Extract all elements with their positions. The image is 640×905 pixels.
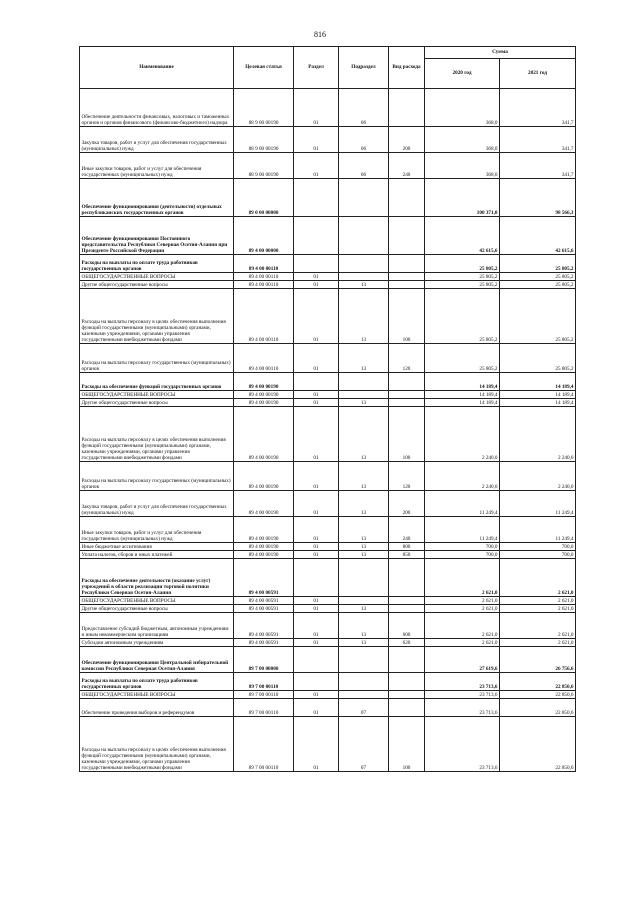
row-expense-type: 800 — [389, 543, 425, 551]
table-row — [80, 717, 576, 772]
row-expense-type: 600 — [389, 613, 425, 639]
row-expense-type: 120 — [389, 462, 425, 491]
row-expense-type — [389, 391, 425, 399]
row-expense-type — [389, 597, 425, 605]
table-row — [80, 517, 576, 543]
row-target-article: 89 4 00 00591 — [234, 597, 294, 605]
table-row — [80, 407, 576, 462]
row-name: ОБЩЕГОСУДАРСТВЕННЫЕ ВОПРОСЫ — [80, 691, 234, 699]
row-sum-2020: 100 371,0 — [425, 179, 500, 217]
row-section: 01 — [294, 273, 339, 281]
row-subsection: 13 — [339, 344, 389, 373]
row-sum-2020: 23 713,6 — [425, 673, 500, 691]
row-target-article: 88 9 00 00190 — [234, 89, 294, 127]
table-row — [80, 673, 576, 691]
row-section — [294, 673, 339, 691]
row-sum-2021: 11 249,4 — [500, 517, 576, 543]
row-target-article: 89 7 00 00000 — [234, 647, 294, 673]
row-expense-type — [389, 691, 425, 699]
row-section — [294, 647, 339, 673]
row-name: ОБЩЕГОСУДАРСТВЕННЫЕ ВОПРОСЫ — [80, 391, 234, 399]
row-expense-type — [389, 281, 425, 289]
table-row — [80, 179, 576, 217]
row-name: Другие общегосударственные вопросы — [80, 281, 234, 289]
table-row — [80, 217, 576, 255]
row-subsection — [339, 647, 389, 673]
row-name: Другие общегосударственные вопросы — [80, 399, 234, 407]
row-sum-2020: 14 189,4 — [425, 399, 500, 407]
row-sum-2021: 341,7 — [500, 153, 576, 179]
table-row — [80, 127, 576, 153]
row-subsection — [339, 273, 389, 281]
header-year-2020: 2020 год — [425, 59, 500, 89]
row-name: ОБЩЕГОСУДАРСТВЕННЫЕ ВОПРОСЫ — [80, 597, 234, 605]
row-name: ОБЩЕГОСУДАРСТВЕННЫЕ ВОПРОСЫ — [80, 273, 234, 281]
row-name: Расходы на выплаты персоналу государственных (муниципальных) органов — [80, 344, 234, 373]
header-name: Наименование — [80, 47, 234, 89]
row-subsection: 13 — [339, 491, 389, 517]
row-section: 01 — [294, 153, 339, 179]
row-sum-2021: 98 566,3 — [500, 179, 576, 217]
row-sum-2021: 22 850,6 — [500, 717, 576, 772]
row-section: 01 — [294, 89, 339, 127]
row-target-article: 89 4 00 00110 — [234, 281, 294, 289]
row-target-article: 89 4 00 00190 — [234, 373, 294, 391]
row-section: 01 — [294, 407, 339, 462]
row-expense-type — [389, 89, 425, 127]
row-target-article: 89 7 00 00110 — [234, 673, 294, 691]
row-name: Обеспечение функционирования Центральной избирательной комиссии Республики Северная Осетия-Алания — [80, 647, 234, 673]
row-target-article: 89 7 00 00110 — [234, 691, 294, 699]
row-section: 01 — [294, 597, 339, 605]
row-sum-2021: 341,7 — [500, 127, 576, 153]
row-target-article: 89 4 00 00110 — [234, 344, 294, 373]
row-name: Расходы на выплаты по оплате труда работников государственных органов — [80, 673, 234, 691]
row-target-article: 89 4 00 00190 — [234, 399, 294, 407]
table-row — [80, 344, 576, 373]
row-name: Обеспечение проведения выборов и референдумов — [80, 699, 234, 717]
row-expense-type — [389, 605, 425, 613]
row-target-article: 88 9 00 00190 — [234, 127, 294, 153]
row-sum-2020: 25 805,2 — [425, 289, 500, 344]
row-sum-2020: 14 189,4 — [425, 391, 500, 399]
row-expense-type — [389, 647, 425, 673]
row-section — [294, 217, 339, 255]
row-sum-2021: 11 249,4 — [500, 491, 576, 517]
table-row — [80, 613, 576, 639]
row-subsection — [339, 179, 389, 217]
row-sum-2020: 25 805,2 — [425, 281, 500, 289]
table-row — [80, 699, 576, 717]
row-name: Расходы на обеспечение функций государственных органов — [80, 373, 234, 391]
row-subsection: 06 — [339, 153, 389, 179]
row-subsection: 13 — [339, 399, 389, 407]
row-name: Обеспечение функционирования (деятельности) отдельных республиканских государственных органов — [80, 179, 234, 217]
row-subsection: 07 — [339, 699, 389, 717]
row-subsection — [339, 559, 389, 597]
row-expense-type: 100 — [389, 717, 425, 772]
row-sum-2021: 25 805,2 — [500, 255, 576, 273]
row-subsection: 13 — [339, 462, 389, 491]
row-section: 01 — [294, 344, 339, 373]
row-sum-2020: 2 621,0 — [425, 559, 500, 597]
row-sum-2020: 2 621,0 — [425, 613, 500, 639]
table-row — [80, 273, 576, 281]
row-target-article: 89 4 00 00190 — [234, 543, 294, 551]
row-sum-2020: 25 805,2 — [425, 344, 500, 373]
row-expense-type — [389, 217, 425, 255]
row-expense-type — [389, 673, 425, 691]
row-section: 01 — [294, 399, 339, 407]
row-name: Расходы на выплаты персоналу в целях обеспечения выполнения функций государственными (муниципальными) органами, казенными учреждениями, органами управления государственными внебюджетными фондами — [80, 289, 234, 344]
row-expense-type — [389, 373, 425, 391]
row-name: Иные бюджетные ассигнования — [80, 543, 234, 551]
row-sum-2020: 27 619,6 — [425, 647, 500, 673]
row-sum-2021: 14 189,4 — [500, 391, 576, 399]
row-section: 01 — [294, 543, 339, 551]
row-sum-2020: 25 805,2 — [425, 273, 500, 281]
table-row — [80, 289, 576, 344]
row-name: Обеспечение деятельности финансовых, налоговых и таможенных органов и органов финансового (финансово-бюджетного) надзора — [80, 89, 234, 127]
row-subsection — [339, 255, 389, 273]
row-expense-type: 850 — [389, 551, 425, 559]
row-target-article: 89 7 00 00110 — [234, 717, 294, 772]
row-subsection: 13 — [339, 639, 389, 647]
row-sum-2021: 25 805,2 — [500, 273, 576, 281]
row-section: 01 — [294, 717, 339, 772]
row-section: 01 — [294, 462, 339, 491]
row-name: Закупка товаров, работ и услуг для обеспечения государственных (муниципальных) нужд — [80, 491, 234, 517]
row-name: Иные закупки товаров, работ и услуг для обеспечения государственных (муниципальных) нужд — [80, 517, 234, 543]
row-target-article: 89 7 00 00110 — [234, 699, 294, 717]
row-sum-2020: 25 805,2 — [425, 255, 500, 273]
table-row — [80, 399, 576, 407]
row-sum-2021: 2 240,0 — [500, 407, 576, 462]
row-sum-2020: 23 713,6 — [425, 699, 500, 717]
row-section: 01 — [294, 391, 339, 399]
row-name: Иные закупки товаров, работ и услуг для обеспечения государственных (муниципальных) нужд — [80, 153, 234, 179]
row-sum-2020: 23 713,6 — [425, 717, 500, 772]
row-sum-2021: 2 621,0 — [500, 639, 576, 647]
row-target-article: 89 4 00 00110 — [234, 255, 294, 273]
row-section: 01 — [294, 639, 339, 647]
row-subsection: 13 — [339, 605, 389, 613]
row-target-article: 89 4 00 00190 — [234, 491, 294, 517]
table-row — [80, 462, 576, 491]
row-sum-2020: 2 621,0 — [425, 605, 500, 613]
row-expense-type: 240 — [389, 517, 425, 543]
row-sum-2021: 2 240,0 — [500, 462, 576, 491]
row-target-article: 89 4 00 00591 — [234, 605, 294, 613]
header-subsection: Подраздел — [339, 47, 389, 89]
row-subsection — [339, 673, 389, 691]
row-name: Уплата налогов, сборов и иных платежей — [80, 551, 234, 559]
row-subsection: 13 — [339, 281, 389, 289]
row-sum-2021: 700,0 — [500, 551, 576, 559]
row-subsection: 13 — [339, 517, 389, 543]
row-subsection: 07 — [339, 717, 389, 772]
row-sum-2020: 2 621,0 — [425, 597, 500, 605]
row-sum-2021: 42 615,6 — [500, 217, 576, 255]
row-section: 01 — [294, 281, 339, 289]
row-sum-2021: 22 850,6 — [500, 691, 576, 699]
table-row — [80, 89, 576, 127]
row-expense-type: 100 — [389, 289, 425, 344]
row-name: Расходы на выплаты персоналу государственных (муниципальных) органов — [80, 462, 234, 491]
table-row — [80, 551, 576, 559]
table-row — [80, 153, 576, 179]
row-subsection: 06 — [339, 89, 389, 127]
table-row — [80, 691, 576, 699]
table-row — [80, 491, 576, 517]
row-name: Другие общегосударственные вопросы — [80, 605, 234, 613]
row-section — [294, 179, 339, 217]
row-expense-type — [389, 255, 425, 273]
row-sum-2020: 42 615,6 — [425, 217, 500, 255]
row-expense-type: 100 — [389, 407, 425, 462]
table-row — [80, 543, 576, 551]
row-sum-2021: 14 189,4 — [500, 373, 576, 391]
row-expense-type — [389, 559, 425, 597]
row-subsection: 13 — [339, 407, 389, 462]
row-name: Закупка товаров, работ и услуг для обеспечения государственных (муниципальных) нужд — [80, 127, 234, 153]
row-name: Субсидии автономным учреждениям — [80, 639, 234, 647]
page-number: 816 — [314, 30, 326, 39]
row-target-article: 89 4 00 00190 — [234, 391, 294, 399]
row-name: Обеспечение функционирования Постоянного представительства Республики Северная Осетия-Алания при Президенте Российской Федерации — [80, 217, 234, 255]
row-sum-2021: 2 621,0 — [500, 605, 576, 613]
header-section: Раздел — [294, 47, 339, 89]
row-sum-2020: 368,0 — [425, 153, 500, 179]
budget-table — [79, 46, 576, 772]
row-section: 01 — [294, 127, 339, 153]
row-sum-2021: 22 850,6 — [500, 673, 576, 691]
row-expense-type — [389, 699, 425, 717]
header-expense-type: Вид расхода — [389, 47, 425, 89]
row-subsection: 13 — [339, 289, 389, 344]
row-section: 01 — [294, 491, 339, 517]
row-sum-2021: 25 805,2 — [500, 289, 576, 344]
row-sum-2020: 2 240,0 — [425, 462, 500, 491]
row-expense-type — [389, 179, 425, 217]
row-sum-2021: 700,0 — [500, 543, 576, 551]
row-target-article: 89 4 00 00000 — [234, 217, 294, 255]
row-section — [294, 255, 339, 273]
row-name: Предоставление субсидий бюджетным, автономным учреждениям и иным некоммерческим организациям — [80, 613, 234, 639]
row-section: 01 — [294, 605, 339, 613]
row-target-article: 89 4 00 00591 — [234, 639, 294, 647]
table-row — [80, 373, 576, 391]
row-sum-2020: 368,0 — [425, 127, 500, 153]
row-sum-2021: 2 621,0 — [500, 559, 576, 597]
table-row — [80, 255, 576, 273]
row-sum-2021: 14 189,4 — [500, 399, 576, 407]
table-row — [80, 639, 576, 647]
row-expense-type: 120 — [389, 344, 425, 373]
row-name: Расходы на выплаты персоналу в целях обеспечения выполнения функций государственными (муниципальными) органами, казенными учреждениями, органами управления государственными внебюджетными фондами — [80, 717, 234, 772]
row-subsection — [339, 691, 389, 699]
table-row — [80, 597, 576, 605]
row-sum-2021: 2 621,0 — [500, 613, 576, 639]
row-sum-2020: 11 249,4 — [425, 517, 500, 543]
row-sum-2021: 22 850,6 — [500, 699, 576, 717]
row-expense-type — [389, 273, 425, 281]
row-section — [294, 559, 339, 597]
row-target-article: 89 4 00 00110 — [234, 289, 294, 344]
row-sum-2020: 14 189,4 — [425, 373, 500, 391]
row-sum-2021: 26 756,6 — [500, 647, 576, 673]
row-sum-2020: 2 240,0 — [425, 407, 500, 462]
row-subsection: 13 — [339, 613, 389, 639]
row-expense-type: 200 — [389, 491, 425, 517]
row-subsection: 06 — [339, 127, 389, 153]
row-target-article: 89 4 00 00591 — [234, 613, 294, 639]
row-expense-type — [389, 399, 425, 407]
row-expense-type: 620 — [389, 639, 425, 647]
row-sum-2021: 341,7 — [500, 89, 576, 127]
row-expense-type: 200 — [389, 127, 425, 153]
row-section: 01 — [294, 551, 339, 559]
row-name: Расходы на выплаты персоналу в целях обеспечения выполнения функций государственными (муниципальными) органами, казенными учреждениями, органами управления государственными внебюджетными фондами — [80, 407, 234, 462]
row-subsection: 13 — [339, 551, 389, 559]
row-sum-2021: 25 805,2 — [500, 281, 576, 289]
row-target-article: 89 0 00 00000 — [234, 179, 294, 217]
header-year-2021: 2021 год — [500, 59, 576, 89]
row-target-article: 89 4 00 00110 — [234, 273, 294, 281]
row-sum-2021: 2 621,0 — [500, 597, 576, 605]
row-expense-type: 240 — [389, 153, 425, 179]
row-sum-2020: 2 621,0 — [425, 639, 500, 647]
row-section: 01 — [294, 699, 339, 717]
row-name: Расходы на выплаты по оплате труда работников государственных органов — [80, 255, 234, 273]
row-target-article: 89 4 00 00190 — [234, 551, 294, 559]
row-sum-2020: 700,0 — [425, 543, 500, 551]
row-subsection — [339, 597, 389, 605]
row-sum-2021: 25 805,2 — [500, 344, 576, 373]
row-target-article: 89 4 00 00190 — [234, 517, 294, 543]
table-row — [80, 605, 576, 613]
row-subsection — [339, 373, 389, 391]
row-section: 01 — [294, 517, 339, 543]
table-row — [80, 559, 576, 597]
row-section: 01 — [294, 691, 339, 699]
table-row — [80, 391, 576, 399]
row-sum-2020: 11 249,4 — [425, 491, 500, 517]
row-sum-2020: 700,0 — [425, 551, 500, 559]
row-target-article: 89 4 00 00591 — [234, 559, 294, 597]
header-sum: Сумма — [425, 47, 576, 59]
row-section: 01 — [294, 613, 339, 639]
row-section — [294, 373, 339, 391]
table-row — [80, 647, 576, 673]
header-target-article: Целевая статья — [234, 47, 294, 89]
row-target-article: 89 4 00 00190 — [234, 407, 294, 462]
row-subsection — [339, 391, 389, 399]
row-sum-2020: 23 713,6 — [425, 691, 500, 699]
row-section: 01 — [294, 289, 339, 344]
row-subsection: 13 — [339, 543, 389, 551]
table-row — [80, 281, 576, 289]
row-name: Расходы на обеспечение деятельности (оказание услуг) учреждений в области реализации торговой политики Республики Северная Осетия-Алания — [80, 559, 234, 597]
row-sum-2020: 368,0 — [425, 89, 500, 127]
row-target-article: 89 4 00 00190 — [234, 462, 294, 491]
row-subsection — [339, 217, 389, 255]
row-target-article: 88 9 00 00190 — [234, 153, 294, 179]
